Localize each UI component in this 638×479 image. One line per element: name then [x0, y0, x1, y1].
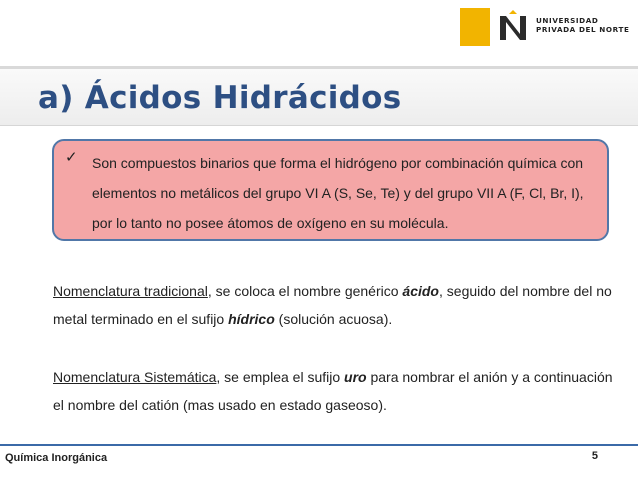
logo-n-icon — [496, 10, 530, 44]
university-logo — [460, 8, 630, 46]
traditional-text-2: , seguido del nombre del no metal terminado en el sufijo — [53, 283, 612, 327]
systematic-heading: Nomenclatura Sistemática — [53, 369, 217, 385]
paragraph-traditional — [53, 277, 613, 333]
checkmark-icon: ✓ — [65, 148, 78, 166]
footer-course: Química Inorgánica — [5, 452, 108, 464]
logo-line-2: PRIVADA DEL NORTE — [536, 25, 630, 34]
traditional-emph-2: hídrico — [228, 311, 275, 327]
systematic-text-2: para nombrar el anión y a continuación el nombre del catión (mas usado en estado gaseoso). — [53, 369, 613, 413]
slide-title: a) Ácidos Hidrácidos — [38, 80, 402, 116]
logo-yellow-block — [460, 8, 490, 46]
traditional-emph-1: ácido — [402, 283, 439, 299]
systematic-text-1: , se emplea el sufijo — [216, 369, 345, 385]
definition-text: Son compuestos binarios que forma el hidrógeno por combinación química con elementos no metálicos del grupo VI A (S, Se, Te) y del grupo VII A (F, Cl, Br, I), por lo tanto no posee átomos de oxígeno en su molécula. — [92, 155, 584, 231]
logo-text — [536, 16, 629, 34]
traditional-text-1: , se coloca el nombre genérico — [207, 283, 403, 299]
paragraph-systematic — [53, 363, 613, 419]
traditional-text-3: (solución acuosa). — [274, 311, 393, 327]
footer-divider — [0, 444, 638, 446]
systematic-emph-1: uro — [344, 369, 367, 385]
page-number: 5 — [591, 450, 598, 462]
traditional-heading: Nomenclatura tradicional — [53, 283, 208, 299]
logo-line-1: UNIVERSIDAD — [536, 16, 599, 25]
